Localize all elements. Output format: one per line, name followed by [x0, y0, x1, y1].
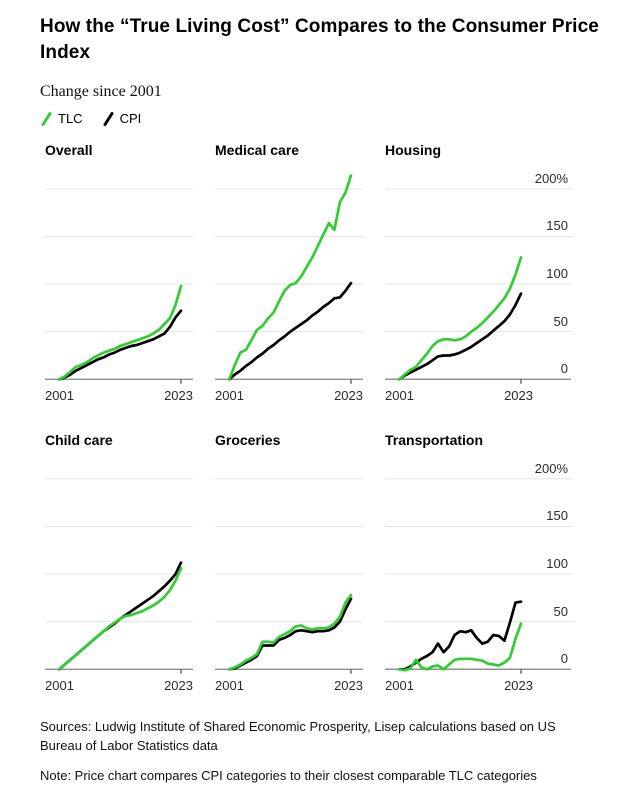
x-label-end: 2023 [164, 678, 193, 693]
x-label-start: 2001 [385, 388, 414, 403]
y-axis-labels [493, 142, 568, 410]
tlc-line-swatch-icon [41, 112, 52, 126]
legend [41, 111, 141, 126]
x-label-end: 2023 [504, 388, 533, 403]
charts-row-2 [45, 432, 593, 702]
x-axis-labels [215, 678, 363, 693]
x-label-end: 2023 [334, 678, 363, 693]
y-tick-label-150: 150 [546, 508, 568, 524]
overall-chart [45, 168, 193, 385]
y-tick-label-50: 50 [553, 313, 568, 329]
cpi-line-swatch-icon [103, 112, 114, 126]
legend-label-tlc: TLC [58, 111, 83, 126]
tlc-line [59, 286, 181, 379]
note-text: Note: Price chart compares CPI categories to their closest comparable TLC categories [40, 768, 537, 783]
chart-cell-overall [45, 142, 193, 410]
y-axis-labels [493, 432, 568, 700]
x-label-start: 2001 [385, 678, 414, 693]
chart-title-medical-care: Medical care [215, 142, 300, 158]
x-label-start: 2001 [45, 388, 74, 403]
medical-care-chart [215, 168, 363, 385]
x-label-start: 2001 [45, 678, 74, 693]
x-label-start: 2001 [215, 388, 244, 403]
x-label-end: 2023 [504, 678, 533, 693]
charts-row-1 [45, 142, 593, 412]
x-label-start: 2001 [215, 678, 244, 693]
tlc-line [229, 176, 351, 380]
child-care-chart [45, 458, 193, 675]
y-tick-label-200: 200% [534, 170, 568, 186]
tlc-line [229, 595, 351, 669]
chart-cell-child-care [45, 432, 193, 700]
y-tick-label-100: 100 [546, 556, 568, 572]
chart-title-housing: Housing [385, 142, 441, 158]
legend-item-cpi [103, 111, 142, 126]
x-label-end: 2023 [164, 388, 193, 403]
chart-title-overall: Overall [45, 142, 93, 158]
page-subtitle: Change since 2001 [40, 83, 162, 100]
x-label-end: 2023 [334, 388, 363, 403]
tlc-line [59, 568, 181, 669]
chart-cell-groceries [215, 432, 363, 700]
chart-title-child-care: Child care [45, 432, 113, 448]
y-tick-label-0: 0 [560, 651, 568, 667]
x-axis-labels [45, 678, 193, 693]
y-tick-label-50: 50 [553, 603, 568, 619]
chart-title-groceries: Groceries [215, 432, 281, 448]
groceries-chart [215, 458, 363, 675]
chart-title-transportation: Transportation [385, 432, 484, 448]
sources-text: Sources: Ludwig Institute of Shared Economic Prosperity, Lisep calculations based on US Bureau of Labor Statistics data [40, 719, 556, 753]
x-axis-labels [45, 388, 193, 403]
y-tick-label-100: 100 [546, 266, 568, 282]
legend-label-cpi: CPI [119, 111, 142, 126]
legend-item-tlc [41, 111, 83, 126]
x-axis-labels [215, 388, 363, 403]
y-tick-label-0: 0 [560, 361, 568, 377]
chart-cell-medical-care [215, 142, 363, 410]
y-tick-label-150: 150 [546, 218, 568, 234]
y-tick-label-200: 200% [534, 460, 568, 476]
page-title: How the “True Living Cost” Compares to the Consumer Price Index [40, 16, 599, 63]
